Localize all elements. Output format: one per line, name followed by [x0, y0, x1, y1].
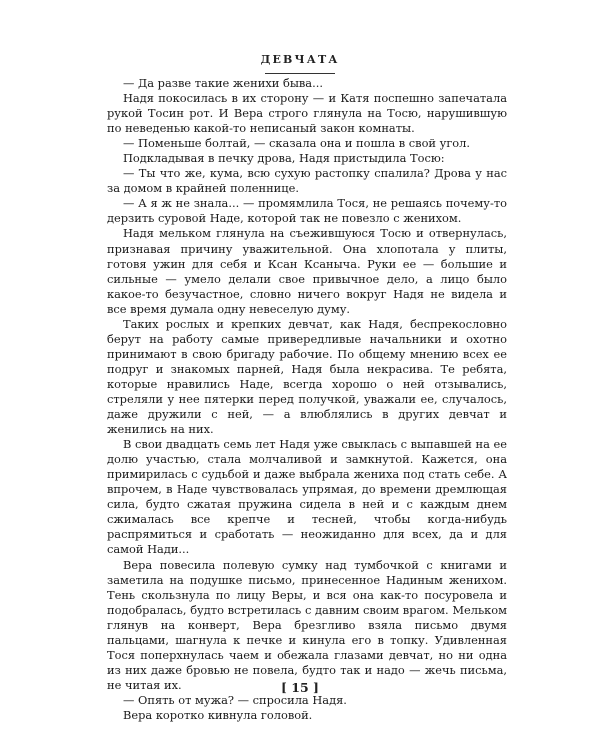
paragraph: Надя покосилась в их сторону — и Катя поспешно запечатала рукой Тосин рот. И Вера строго глянула на Тосю, нарушившую по неведенью какой-то неписаный закон комнаты.: [107, 91, 507, 136]
paragraph: — Да разве такие женихи быва...: [123, 76, 323, 90]
paragraph: — Ты что же, кума, всю сухую растопку спалила? Дрова у нас за домом в крайней поленнице.: [107, 166, 507, 196]
paragraph: — Опять от мужа? — спросила Надя.: [123, 692, 347, 707]
page-number: [ 15 ]: [281, 680, 319, 695]
body-text: [107, 76, 507, 723]
paragraph: Надя мельком глянула на съежившуюся Тосю и отвернулась, признавая причину уважительной. Она хлопотала у плиты, готовя ужин для себя и Ксан Ксаныча. Руки ее — большие и сильные — умело делали свое привычное дело, а лицо было какое-то безучастное, словно ничего вокруг Надя не видела и все время думала одну невеселую думу.: [107, 226, 507, 316]
paragraph: Подкладывая в печку дрова, Надя пристыдила Тосю:: [123, 151, 445, 166]
paragraph: Таких рослых и крепких девчат, как Надя, беспрекословно берут на работу самые привередливые начальники и охотно принимают в свою бригаду рабочие. По общему мнению всех ее подруг и знакомых парней, Надя была некрасива. Те ребята, которые нравились Наде, всегда хорошо о ней отзывались, стреляли у нее пятерки перед получкой, уважали ее, случалось, даже дружили с ней, — а влюблялись в других девчат и женились на них.: [107, 316, 507, 437]
running-title: ДЕВЧАТА: [260, 53, 340, 66]
paragraph: Вера коротко кивнула головой.: [123, 707, 313, 722]
paragraph: Вера повесила полевую сумку над тумбочкой с книгами и заметила на подушке письмо, принесенное Надиным женихом. Тень скользнула по лицу Веры, и вся она как-то посуровела и подобралась, будто встретилась с давним своим врагом. Мельком глянув на конверт, Вера брезгливо взяла письмо двумя пальцами, шагнула к печке и кинула его в топку. Удивленная Тося поперхнулась чаем и обежала глазами девчат, но ни одна из них даже бровью не повела, будто так и надо — жечь письма, не читая их.: [107, 557, 507, 692]
paragraph: — Поменьше болтай, — сказала она и пошла в свой угол.: [123, 136, 471, 151]
running-head: [0, 48, 600, 74]
paragraph: — А я ж не знала... — промямлила Тося, не решаясь почему-то дерзить суровой Наде, которой так не повезло с женихом.: [107, 196, 507, 226]
paragraph: В свои двадцать семь лет Надя уже свыклась с выпавшей на ее долю участью, стала молчаливой и замкнутой. Кажется, она примирилась с судьбой и даже выбрала жениха под стать себе. А впрочем, в Наде чувствовалась упрямая, до времени дремлющая сила, будто сжатая пружина сидела в ней и с каждым днем сжималась все крепче и тесней, чтобы когда-нибудь распрямиться и сработать — неожиданно для всех, да и для самой Нади...: [107, 437, 507, 557]
header-rule: [265, 73, 335, 74]
